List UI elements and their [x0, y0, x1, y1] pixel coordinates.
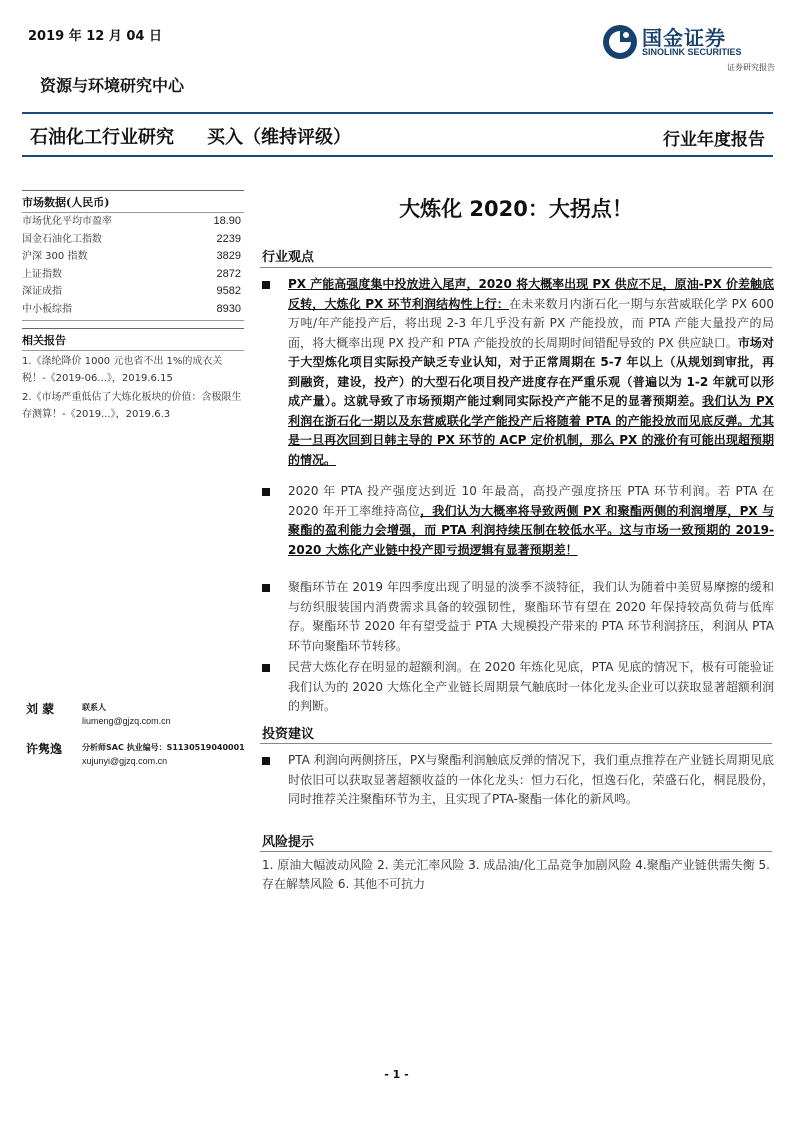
- market-row: 沪深 300 指数 3829: [22, 250, 241, 262]
- page-number: - 1 -: [384, 1068, 409, 1081]
- risk-text: 1. 原油大幅波动风险 2. 美元汇率风险 3. 成品油/化工品竞争加剧风险 4.聚酯产业链供需失衡 5.存在解禁风险 6. 其他不可抗力: [262, 858, 770, 891]
- divider: [260, 267, 772, 268]
- market-row: 中小板综指 8930: [22, 302, 241, 315]
- related-reports-heading: 相关报告: [22, 334, 66, 347]
- invest-heading: 投资建议: [262, 727, 315, 742]
- market-row: 深证成指 9582: [22, 285, 241, 297]
- analyst-email[interactable]: liumeng@gjzq.com.cn: [82, 716, 171, 726]
- bullet-square-icon: [262, 664, 270, 672]
- report-date: 2019 年 12 月 04 日: [28, 29, 162, 44]
- analyst-name: 许隽逸: [26, 742, 63, 756]
- bullet-square-icon: [262, 757, 270, 765]
- view-heading: 行业观点: [262, 250, 315, 265]
- related-report-link[interactable]: 2.《市场严重低估了大炼化板块的价值：含极限生存测算！-《2019...》，2019.6.3: [22, 392, 242, 420]
- report-type: 行业年度报告: [663, 130, 765, 150]
- analyst-role: 分析师SAC 执业编号：S1130519040001: [82, 743, 245, 752]
- divider: [22, 350, 244, 351]
- analyst-name: 刘 蒙: [26, 702, 55, 716]
- market-row: 国金石油化工指数 2239: [22, 232, 241, 245]
- analyst-email[interactable]: xujunyi@gjzq.com.cn: [82, 756, 168, 766]
- related-reports-panel: [22, 328, 244, 423]
- divider: [260, 851, 772, 852]
- industry-label: 石油化工行业研究: [30, 127, 174, 148]
- viewpoint-bullet: 2020 年 PTA 投产强度达到近 10 年最高，高投产强度挤压 PTA 环节利润。若 PTA 在 2020 年开工率维持高位，我们认为大概率将导致两侧 PX 和聚酯两侧的利润增厚，PX 与聚酯的盈利能力会增强，而 PTA 利润持续压制在较低水平。这与市场一致预期的 2019-2020 大炼化产业链中投产即亏损逻辑有显著预期差！: [262, 482, 774, 560]
- market-row: 上证指数 2872: [22, 267, 241, 280]
- divider: [22, 320, 244, 321]
- market-data-panel: [22, 190, 244, 321]
- related-report-link[interactable]: 1.《涤纶降价 1000 元也省不出 1%的成衣关税！-《2019-06...》，2019.6.15: [22, 356, 223, 384]
- report-title: 大炼化 2020：大拐点！: [399, 197, 633, 221]
- market-data-heading: 市场数据(人民币): [22, 196, 110, 209]
- rating-label: 买入（维持评级）: [207, 127, 351, 148]
- research-center: 资源与环境研究中心: [40, 76, 185, 95]
- sinolink-logo-icon: [602, 24, 638, 60]
- header-divider-top: [22, 112, 773, 114]
- analyst-role: 联系人: [82, 703, 106, 712]
- viewpoint-bullet: 民营大炼化存在明显的超额利润。在 2020 年炼化见底，PTA 见底的情况下，极有可能验证我们认为的 2020 大炼化全产业链长周期景气触底时一体化龙头企业可以获取显著超额利润的判断。: [262, 658, 774, 717]
- bullet-square-icon: [262, 584, 270, 592]
- logo-subtitle: 证券研究报告: [727, 63, 775, 72]
- bullet-square-icon: [262, 281, 270, 289]
- bullet-square-icon: [262, 488, 270, 496]
- market-row: 市场优化平均市盈率 18.90: [22, 215, 241, 227]
- logo-chinese-text: 国金证券: [642, 26, 726, 50]
- risk-heading: 风险提示: [262, 835, 315, 850]
- viewpoint-bullet: PX 产能高强度集中投放进入尾声，2020 将大概率出现 PX 供应不足，原油-PX 价差触底反转，大炼化 PX 环节利润结构性上行：在未来数月内浙石化一期与东营威联化学 PX 600 万吨/年产能投产后，将出现 2-3 年几乎没有新 PX 产能投放，而 PTA 产能大量投产的局面，将大概率出现 PX 投产和 PTA 产能投放的长周期时间错配导致的 PX 供应缺口。市场对于大型炼化项目实际投产缺乏专业认知，对于正常周期在 5-7 年以上（从规划到审批，再到融资，建设，投产）的大型石化项目投产进度存在严重乐观（普遍以为 1-2 年就可以形成产量）。这就导致了市场预期产能过剩同实际投产产能不足的显著预期差。我们认为 PX 利润在浙石化一期以及东营威联化学产能投产后将随着 PTA 的产能投放而见底反弹。尤其是一旦再次回到日韩主导的 PX 环节的 ACP 定价机制，那么 PX 的涨价有可能出现超预期的情况。: [262, 275, 774, 470]
- divider: [260, 743, 772, 744]
- viewpoint-bullet: 聚酯环节在 2019 年四季度出现了明显的淡季不淡特征，我们认为随着中美贸易摩擦的缓和与纺织服装国内消费需求具备的较强韧性，聚酯环节有望在 2020 年保持较高负荷与低库存。聚酯环节 2020 年有望受益于 PTA 大规模投产带来的 PTA 环节利润挤压，利润从 PTA 环节向聚酯环节转移。: [262, 578, 774, 656]
- invest-bullet: PTA 利润向两侧挤压，PX与聚酯利润触底反弹的情况下，我们重点推荐在产业链长周期见底时依旧可以获取显著超额收益的一体化龙头：恒力石化，恒逸石化，荣盛石化，桐昆股份，同时推荐关注聚酯环节为主，且实现了PTA-聚酯一体化的新风鸣。: [262, 751, 774, 810]
- header-divider-bottom: [22, 155, 773, 157]
- logo-english-text: SINOLINK SECURITIES: [642, 47, 742, 57]
